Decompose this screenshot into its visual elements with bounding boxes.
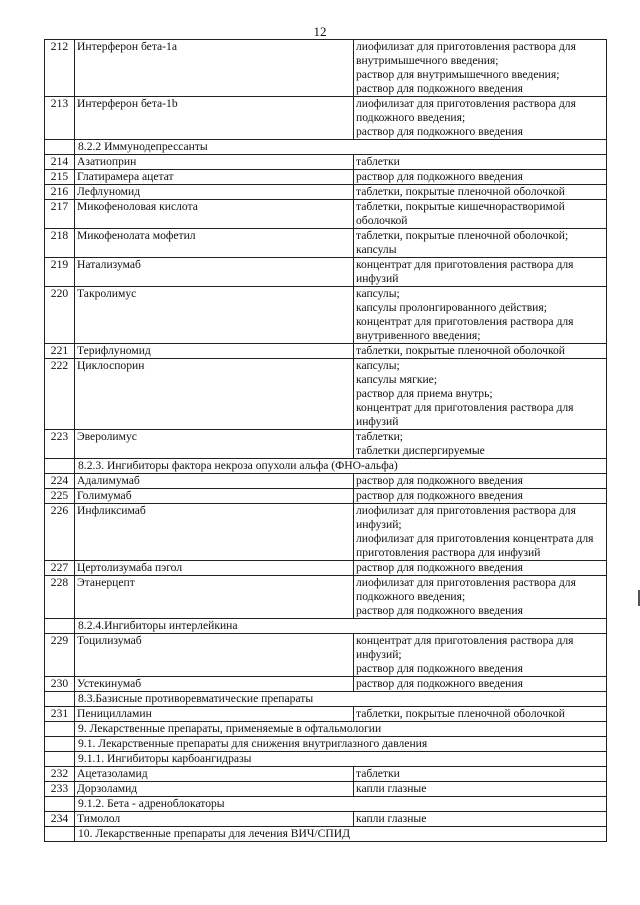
dosage-form: капсулы пролонгированного действия; bbox=[356, 301, 547, 314]
drug-name: Интерферон бета-1b bbox=[75, 97, 354, 140]
section-num-cell bbox=[45, 619, 75, 634]
section-heading: 9.1. Лекарственные препараты для снижения внутриглазного давления bbox=[75, 737, 607, 752]
section-heading: 8.2.4.Ингибиторы интерлейкина bbox=[75, 619, 607, 634]
dosage-form: раствор для подкожного введения bbox=[356, 474, 523, 487]
dosage-form: таблетки, покрытые кишечнорастворимой оболочкой bbox=[356, 200, 565, 227]
table-row bbox=[45, 155, 607, 170]
dosage-form: раствор для внутримышечного введения; bbox=[356, 68, 560, 81]
table-row bbox=[45, 97, 607, 140]
drug-name: Тоцилизумаб bbox=[75, 634, 354, 677]
dosage-form: таблетки диспергируемые bbox=[356, 444, 485, 457]
dosage-form: капсулы; bbox=[356, 359, 400, 372]
dosage-form: капсулы bbox=[356, 243, 397, 256]
section-heading: 9. Лекарственные препараты, применяемые в офтальмологии bbox=[75, 722, 607, 737]
dosage-form: раствор для подкожного введения bbox=[356, 677, 523, 690]
dosage-forms bbox=[354, 474, 607, 489]
row-number: 231 bbox=[45, 707, 75, 722]
section-row bbox=[45, 752, 607, 767]
dosage-forms bbox=[354, 287, 607, 344]
table-row bbox=[45, 40, 607, 97]
page-number: 12 bbox=[313, 24, 327, 39]
dosage-form: раствор для подкожного введения bbox=[356, 604, 523, 617]
row-number: 233 bbox=[45, 782, 75, 797]
row-number: 232 bbox=[45, 767, 75, 782]
table-row bbox=[45, 474, 607, 489]
drug-name: Микофенолата мофетил bbox=[75, 229, 354, 258]
drug-name: Дорзоламид bbox=[75, 782, 354, 797]
dosage-form: концентрат для приготовления раствора для инфузий; bbox=[356, 634, 574, 661]
section-num-cell bbox=[45, 737, 75, 752]
row-number: 224 bbox=[45, 474, 75, 489]
row-number: 217 bbox=[45, 200, 75, 229]
drug-name: Этанерцепт bbox=[75, 576, 354, 619]
section-row bbox=[45, 692, 607, 707]
table-row bbox=[45, 812, 607, 827]
dosage-form: лиофилизат для приготовления раствора для внутримышечного введения; bbox=[356, 40, 576, 67]
drug-name: Тимолол bbox=[75, 812, 354, 827]
dosage-forms bbox=[354, 185, 607, 200]
table-row bbox=[45, 258, 607, 287]
row-number: 221 bbox=[45, 344, 75, 359]
table-row bbox=[45, 170, 607, 185]
row-number: 219 bbox=[45, 258, 75, 287]
dosage-form: раствор для подкожного введения bbox=[356, 662, 523, 675]
dosage-form: раствор для приема внутрь; bbox=[356, 387, 493, 400]
table-row bbox=[45, 200, 607, 229]
table-row bbox=[45, 430, 607, 459]
dosage-forms bbox=[354, 229, 607, 258]
row-number: 220 bbox=[45, 287, 75, 344]
dosage-forms bbox=[354, 40, 607, 97]
section-row bbox=[45, 797, 607, 812]
section-num-cell bbox=[45, 722, 75, 737]
dosage-forms bbox=[354, 97, 607, 140]
table-row bbox=[45, 344, 607, 359]
section-row bbox=[45, 619, 607, 634]
drug-table-body bbox=[45, 40, 607, 842]
section-row bbox=[45, 737, 607, 752]
drug-name: Лефлуномид bbox=[75, 185, 354, 200]
section-heading: 9.1.1. Ингибиторы карбоангидразы bbox=[75, 752, 607, 767]
section-row bbox=[45, 827, 607, 842]
drug-name: Цертолизумаба пэгол bbox=[75, 561, 354, 576]
row-number: 225 bbox=[45, 489, 75, 504]
row-number: 227 bbox=[45, 561, 75, 576]
dosage-form: лиофилизат для приготовления концентрата для приготовления раствора для инфузий bbox=[356, 532, 594, 559]
section-row bbox=[45, 140, 607, 155]
dosage-forms bbox=[354, 504, 607, 561]
drug-name: Микофеноловая кислота bbox=[75, 200, 354, 229]
section-num-cell bbox=[45, 827, 75, 842]
dosage-form: таблетки bbox=[356, 155, 400, 168]
section-num-cell bbox=[45, 692, 75, 707]
dosage-form: капсулы; bbox=[356, 287, 400, 300]
drug-name: Интерферон бета-1a bbox=[75, 40, 354, 97]
section-heading: 10. Лекарственные препараты для лечения ВИЧ/СПИД bbox=[75, 827, 607, 842]
dosage-form: таблетки, покрытые пленочной оболочкой bbox=[356, 707, 565, 720]
drug-name: Инфликсимаб bbox=[75, 504, 354, 561]
row-number: 222 bbox=[45, 359, 75, 430]
dosage-forms bbox=[354, 707, 607, 722]
table-row bbox=[45, 185, 607, 200]
table-row bbox=[45, 489, 607, 504]
row-number: 228 bbox=[45, 576, 75, 619]
dosage-form: лиофилизат для приготовления раствора для подкожного введения; bbox=[356, 576, 576, 603]
dosage-forms bbox=[354, 155, 607, 170]
drug-name: Устекинумаб bbox=[75, 677, 354, 692]
dosage-form: капсулы мягкие; bbox=[356, 373, 438, 386]
row-number: 215 bbox=[45, 170, 75, 185]
drug-name: Ацетазоламид bbox=[75, 767, 354, 782]
section-row bbox=[45, 459, 607, 474]
row-number: 230 bbox=[45, 677, 75, 692]
dosage-form: лиофилизат для приготовления раствора для подкожного введения; bbox=[356, 97, 576, 124]
section-heading: 9.1.2. Бета - адреноблокаторы bbox=[75, 797, 607, 812]
dosage-form: раствор для подкожного введения bbox=[356, 561, 523, 574]
table-row bbox=[45, 576, 607, 619]
section-heading: 8.3.Базисные противоревматические препараты bbox=[75, 692, 607, 707]
section-num-cell bbox=[45, 140, 75, 155]
dosage-forms bbox=[354, 344, 607, 359]
dosage-forms bbox=[354, 170, 607, 185]
table-row bbox=[45, 677, 607, 692]
drug-name: Азатиоприн bbox=[75, 155, 354, 170]
table-row bbox=[45, 561, 607, 576]
dosage-forms bbox=[354, 430, 607, 459]
dosage-form: таблетки, покрытые пленочной оболочкой bbox=[356, 344, 565, 357]
section-heading: 8.2.2 Иммунодепрессанты bbox=[75, 140, 607, 155]
row-number: 216 bbox=[45, 185, 75, 200]
section-row bbox=[45, 722, 607, 737]
section-heading: 8.2.3. Ингибиторы фактора некроза опухоли альфа (ФНО-альфа) bbox=[75, 459, 607, 474]
drug-name: Натализумаб bbox=[75, 258, 354, 287]
dosage-form: раствор для подкожного введения bbox=[356, 170, 523, 183]
dosage-form: раствор для подкожного введения bbox=[356, 125, 523, 138]
section-num-cell bbox=[45, 797, 75, 812]
table-row bbox=[45, 782, 607, 797]
drug-name: Циклоспорин bbox=[75, 359, 354, 430]
dosage-forms bbox=[354, 258, 607, 287]
row-number: 223 bbox=[45, 430, 75, 459]
dosage-form: лиофилизат для приготовления раствора для инфузий; bbox=[356, 504, 576, 531]
table-row bbox=[45, 707, 607, 722]
row-number: 229 bbox=[45, 634, 75, 677]
dosage-forms bbox=[354, 812, 607, 827]
row-number: 214 bbox=[45, 155, 75, 170]
dosage-forms bbox=[354, 561, 607, 576]
dosage-forms bbox=[354, 200, 607, 229]
dosage-form: раствор для подкожного введения bbox=[356, 82, 523, 95]
dosage-forms bbox=[354, 677, 607, 692]
dosage-form: капли глазные bbox=[356, 782, 427, 795]
table-row bbox=[45, 767, 607, 782]
table-row bbox=[45, 287, 607, 344]
dosage-forms bbox=[354, 634, 607, 677]
section-num-cell bbox=[45, 459, 75, 474]
row-number: 226 bbox=[45, 504, 75, 561]
table-row bbox=[45, 359, 607, 430]
dosage-form: раствор для подкожного введения bbox=[356, 489, 523, 502]
row-number: 218 bbox=[45, 229, 75, 258]
drug-name: Эверолимус bbox=[75, 430, 354, 459]
drug-name: Пеницилламин bbox=[75, 707, 354, 722]
dosage-form: капли глазные bbox=[356, 812, 427, 825]
dosage-form: концентрат для приготовления раствора для инфузий bbox=[356, 258, 574, 285]
table-row bbox=[45, 634, 607, 677]
dosage-forms bbox=[354, 359, 607, 430]
dosage-form: таблетки, покрытые пленочной оболочкой bbox=[356, 185, 565, 198]
table-row bbox=[45, 229, 607, 258]
row-number: 212 bbox=[45, 40, 75, 97]
dosage-forms bbox=[354, 782, 607, 797]
dosage-forms bbox=[354, 576, 607, 619]
row-number: 234 bbox=[45, 812, 75, 827]
drug-name: Голимумаб bbox=[75, 489, 354, 504]
dosage-form: таблетки; bbox=[356, 430, 404, 443]
dosage-form: таблетки bbox=[356, 767, 400, 780]
row-number: 213 bbox=[45, 97, 75, 140]
drug-name: Глатирамера ацетат bbox=[75, 170, 354, 185]
dosage-forms bbox=[354, 767, 607, 782]
drug-name: Адалимумаб bbox=[75, 474, 354, 489]
section-num-cell bbox=[45, 752, 75, 767]
dosage-forms bbox=[354, 489, 607, 504]
table-row bbox=[45, 504, 607, 561]
drug-table bbox=[44, 39, 607, 842]
dosage-form: таблетки, покрытые пленочной оболочкой; bbox=[356, 229, 569, 242]
drug-name: Такролимус bbox=[75, 287, 354, 344]
dosage-form: концентрат для приготовления раствора для внутривенного введения; bbox=[356, 315, 574, 342]
drug-name: Терифлуномид bbox=[75, 344, 354, 359]
dosage-form: концентрат для приготовления раствора для инфузий bbox=[356, 401, 574, 428]
